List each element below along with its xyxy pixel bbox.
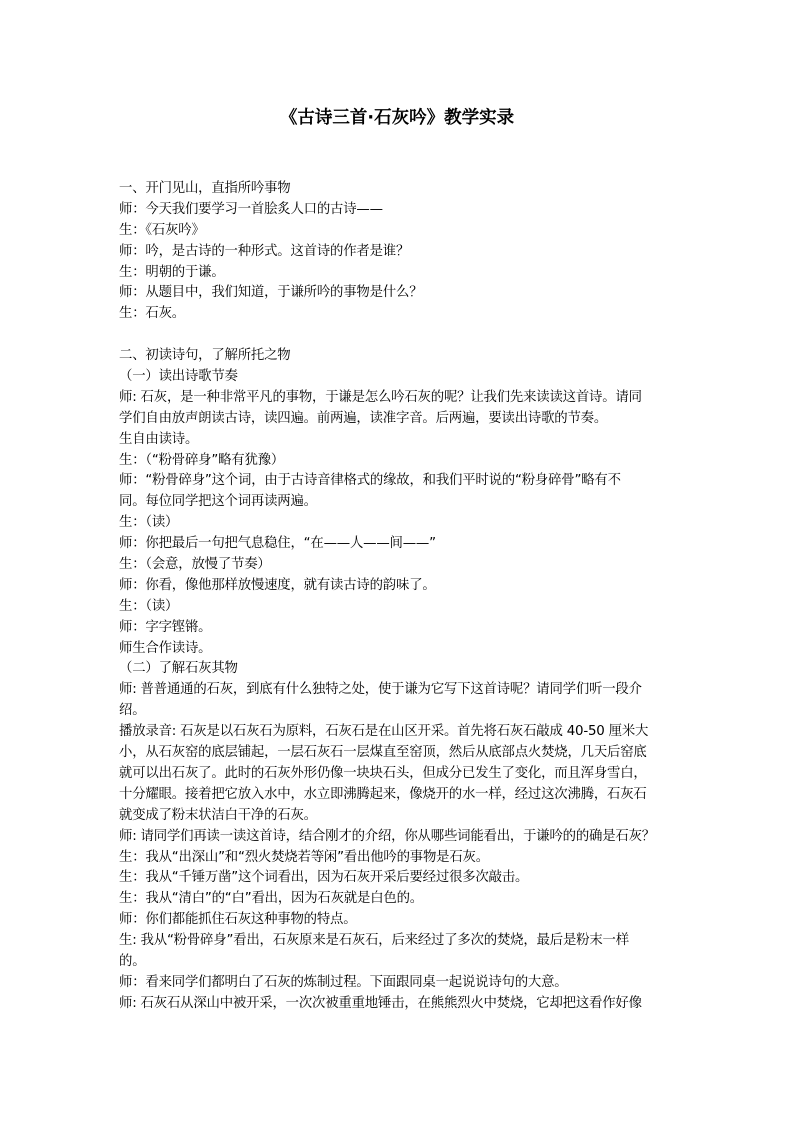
dialogue-line: 就可以出石灰了。此时的石灰外形仍像一块块石头，但成分已发生了变化，而且浑身雪白， [119,765,647,781]
section-heading: 二、初读诗句，了解所托之物 [119,348,291,364]
dialogue-line: 学们自由放声朗读古诗，读四遍。前两遍，读准字音。后两遍，要读出诗歌的节奏。 [119,410,608,426]
dialogue-line: 师：从题目中，我们知道，于谦所吟的事物是什么？ [119,285,423,301]
dialogue-line: 师：看来同学们都明白了石灰的炼制过程。下面跟同桌一起说说诗句的大意。 [119,974,568,990]
subsection-heading: （二）了解石灰其物 [119,661,238,677]
dialogue-line: 师：你们都能抓住石灰这种事物的特点。 [119,912,357,928]
dialogue-line: 同。每位同学把这个词再读两遍。 [119,494,317,510]
dialogue-line: 师：今天我们要学习一首脍炙人口的古诗—— [119,201,383,217]
dialogue-line: 十分耀眼。接着把它放入水中，水立即沸腾起来，像烧开的水一样，经过这次沸腾，石灰石 [119,786,647,802]
dialogue-line: 生：石灰。 [119,306,185,322]
document-body [119,179,679,1015]
dialogue-line: 生：（读） [119,598,179,614]
dialogue-line: 绍。 [119,703,146,719]
dialogue-line: 生自由读诗。 [119,431,199,447]
dialogue-line: 生：《石灰吟》 [119,222,205,238]
section-heading: 一、开门见山，直指所吟事物 [119,181,291,196]
dialogue-line: 师: 普普通通的石灰，到底有什么独特之处，使于谦为它写下这首诗呢？请同学们听一段介 [119,682,642,698]
dialogue-line: 小，从石灰窑的底层铺起，一层石灰石一层煤直至窑顶，然后从底部点火焚烧，几天后窑底 [119,745,647,761]
blank-line [119,325,679,346]
dialogue-line: 生：明朝的于谦。 [119,264,225,280]
dialogue-line: 生：我从“出深山”和“烈火焚烧若等闲”看出他吟的事物是石灰。 [119,849,489,865]
dialogue-line: 师：字字铿锵。 [119,619,212,635]
dialogue-line: 师：你看，像他那样放慢速度，就有读古诗的韵味了。 [119,577,436,593]
subsection-heading: （一）读出诗歌节奏 [119,369,238,385]
dialogue-line: 就变成了粉末状洁白干净的石灰。 [119,807,317,823]
dialogue-line: 生：（“粉骨碎身”略有犹豫） [119,452,285,468]
dialogue-line: 生：我从“清白”的“白”看出，因为石灰就是白色的。 [119,891,423,907]
dialogue-line: 生：（读） [119,515,179,531]
dialogue-line: 师: 石灰，是一种非常平凡的事物，于谦是怎么吟石灰的呢？让我们先来读读这首诗。请同 [119,389,642,405]
dialogue-line: 师生合作读诗。 [119,640,212,656]
dialogue-line: 师：吟，是古诗的一种形式。这首诗的作者是谁？ [119,243,410,259]
dialogue-line: 的。 [119,953,146,969]
dialogue-line: 师：你把最后一句把气息稳住，“在——人——间——” [119,536,436,552]
dialogue-line: 师：“粉骨碎身”这个词，由于古诗音律格式的缘故，和我们平时说的“粉身碎骨”略有不 [119,473,621,489]
dialogue-line: 生：我从“千锤万凿”这个词看出，因为石灰开采后要经过很多次敲击。 [119,870,529,886]
document-title: 《古诗三首·石灰吟》教学实录 [279,108,515,128]
dialogue-line: 生: 我从“粉骨碎身”看出，石灰原来是石灰石，后来经过了多次的焚烧，最后是粉末一样 [119,933,629,949]
dialogue-line: 播放录音: 石灰是以石灰石为原料，石灰石是在山区开采。首先将石灰石敲成 40-50 厘米大 [119,724,649,740]
dialogue-line: 师: 石灰石从深山中被开采，一次次被重重地锤击，在熊熊烈火中焚烧，它却把这看作好像 [119,995,642,1011]
dialogue-line: 生：（会意，放慢了节奏） [119,557,271,573]
dialogue-line: 师: 请同学们再读一读这首诗，结合刚才的介绍，你从哪些词能看出，于谦吟的的确是石灰？ [119,828,655,844]
